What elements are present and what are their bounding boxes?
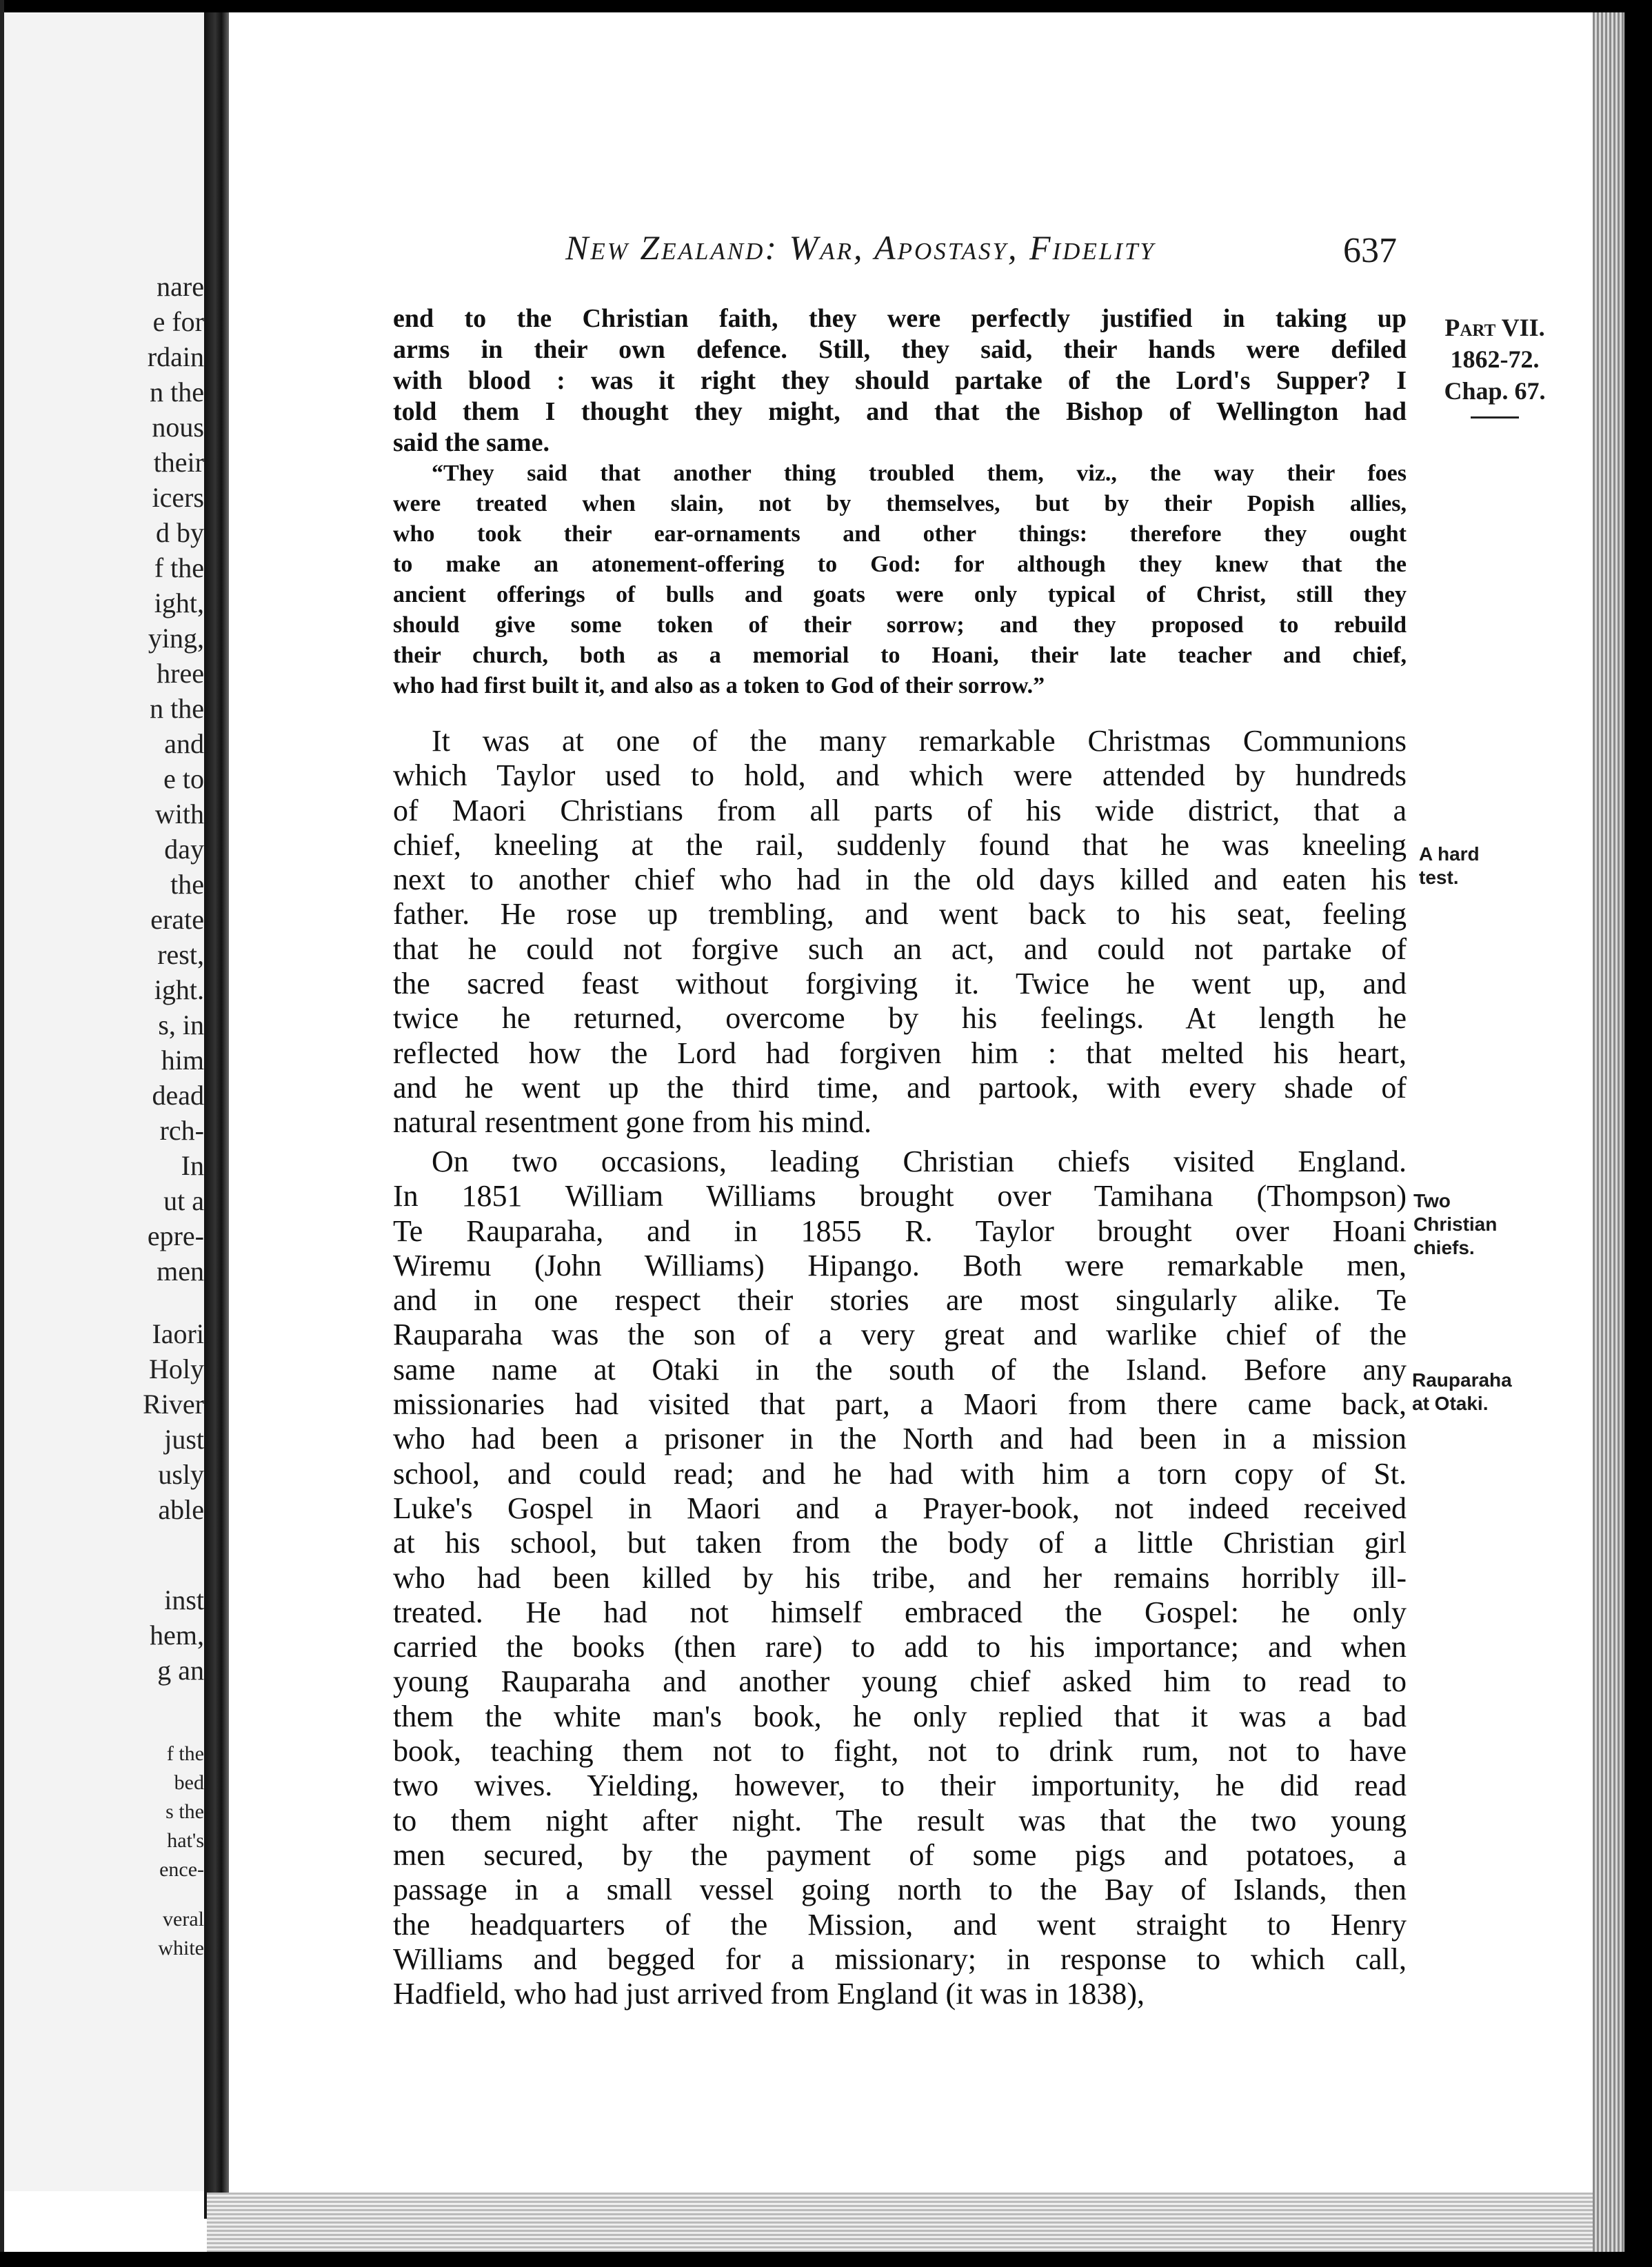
text-line: told them I thought they might, and that the Bishop of Wellington had: [393, 397, 1407, 426]
scan-border-bottom: [0, 2252, 1652, 2267]
text-line: ancient offerings of bulls and goats were only typical of Christ, still they: [393, 582, 1407, 607]
facing-page-line: e to: [163, 763, 204, 794]
text-line: On two occasions, leading Christian chiefs visited England.: [432, 1145, 1407, 1178]
margin-raup-line: Rauparaha: [1412, 1369, 1512, 1391]
facing-page-line: [80, 1555, 204, 1582]
facing-page-line: hree: [157, 658, 204, 689]
facing-page-line: [80, 1884, 204, 1905]
text-line: arms in their own defence. Still, they said, their hands were defiled: [393, 335, 1407, 364]
margin-note-hard-test: [1419, 843, 1584, 889]
text-line: that he could not forgive such an act, and could not partake of: [393, 931, 1407, 966]
page-stack-right: [1593, 12, 1624, 2252]
facing-page-line: Holy: [149, 1353, 204, 1384]
text-line: and he went up the third time, and partook, with every shade of: [393, 1070, 1407, 1105]
page-number: 637: [1343, 231, 1397, 270]
margin-part-label: Part VII.: [1444, 314, 1545, 341]
facing-page-line: Iaori: [152, 1318, 204, 1349]
facing-page-line: e for: [152, 306, 204, 337]
facing-page-line: [80, 1527, 204, 1555]
margin-raup-line: at Otaki.: [1412, 1393, 1489, 1414]
text-line: treated. He had not himself embraced the Gospel: he only: [393, 1595, 1407, 1629]
paragraph-communion: [393, 724, 1407, 1140]
facing-page-line: [80, 1289, 204, 1316]
text-line: chief, kneeling at the rail, suddenly found that he was kneeling: [393, 827, 1407, 862]
facing-page-line: In: [181, 1150, 204, 1181]
text-line: It was at one of the many remarkable Christmas Communions: [432, 724, 1407, 758]
facing-page-line: erate: [150, 904, 204, 935]
quote-second: [393, 459, 1407, 701]
facing-page-line: rest,: [157, 939, 204, 970]
text-line: who took their ear-ornaments and other things: therefore they ought: [393, 521, 1407, 547]
text-line: Hadfield, who had just arrived from England (it was in 1838),: [393, 1977, 1145, 2011]
text-line: same name at Otaki in the south of the Island. Before any: [393, 1352, 1407, 1387]
facing-page-line: their: [153, 447, 204, 478]
facing-page-line: ight,: [154, 587, 204, 618]
text-line: who had first built it, and also as a token to God of their sorrow.”: [393, 673, 1045, 698]
facing-page-line: usly: [158, 1459, 204, 1490]
facing-page-line: bed: [174, 1771, 204, 1794]
text-line: reflected how the Lord had forgiven him : that melted his heart,: [393, 1036, 1407, 1070]
margin-two-line: Christian: [1413, 1213, 1498, 1235]
facing-page-line: ying,: [148, 623, 204, 654]
text-line: school, and could read; and he had with him a torn copy of St.: [393, 1456, 1407, 1491]
facing-page-line: f the: [154, 552, 204, 583]
facing-page-line: him: [161, 1045, 204, 1076]
text-line: Wiremu (John Williams) Hipango. Both were remarkable men,: [393, 1248, 1407, 1282]
facing-page-line: hat's: [167, 1829, 204, 1852]
margin-hard-line: test.: [1419, 867, 1459, 888]
text-line: Rauparaha was the son of a very great and warlike chief of the: [393, 1318, 1407, 1352]
facing-page-line: nous: [152, 412, 204, 443]
text-line: said the same.: [393, 428, 550, 457]
scan-border-top: [0, 0, 1652, 12]
facing-page-line: just: [164, 1424, 204, 1455]
text-line: “They said that another thing troubled them, viz., the way their foes: [432, 461, 1407, 486]
facing-page-line: n the: [150, 693, 204, 724]
text-line: which Taylor used to hold, and which were attended by hundreds: [393, 758, 1407, 793]
text-line: twice he returned, overcome by his feelings. At length he: [393, 1001, 1407, 1036]
text-line: book, teaching them not to fight, not to drink rum, not to have: [393, 1734, 1407, 1769]
facing-page-footnote: [80, 1740, 204, 1963]
text-line: Williams and begged for a missionary; in response to which call,: [393, 1942, 1407, 1976]
facing-page-line: day: [164, 834, 204, 865]
facing-page-line: the: [170, 869, 204, 900]
text-line: Te Rauparaha, and in 1855 R. Taylor brought over Hoani: [393, 1213, 1407, 1248]
text-line: their church, both as a memorial to Hoani, their late teacher and chief,: [393, 643, 1407, 668]
facing-page-line: rdain: [147, 341, 204, 372]
paragraph-chiefs-visit: [393, 1145, 1407, 2011]
margin-chapter: Chap. 67.: [1444, 377, 1546, 405]
text-line: and in one respect their stories are most singularly alike. Te: [393, 1283, 1407, 1318]
facing-page-line: men: [157, 1256, 204, 1287]
text-line: them the white man's book, he only replied that it was a bad: [393, 1699, 1407, 1733]
facing-page-line: hem,: [150, 1620, 204, 1651]
text-line: missionaries had visited that part, a Maori from there came back,: [393, 1387, 1407, 1422]
facing-page-line: veral: [163, 1908, 204, 1931]
facing-page-line: and: [164, 728, 204, 759]
facing-page-text: [80, 269, 204, 1688]
text-line: of Maori Christians from all parts of his wide district, that a: [393, 793, 1407, 827]
text-line: Luke's Gospel in Maori and a Prayer-book, not indeed received: [393, 1491, 1407, 1525]
facing-page-line: s the: [165, 1800, 204, 1823]
margin-two-line: chiefs.: [1413, 1237, 1475, 1258]
facing-page-line: g an: [157, 1655, 204, 1686]
text-line: father. He rose up trembling, and went back to his seat, feeling: [393, 897, 1407, 931]
margin-hard-line: A hard: [1419, 843, 1480, 865]
text-line: next to another chief who had in the old days killed and eaten his: [393, 863, 1407, 897]
text-line: the sacred feast without forgiving it. Twice he went up, and: [393, 967, 1407, 1001]
quote-continued: [393, 303, 1407, 459]
text-line: natural resentment gone from his mind.: [393, 1105, 872, 1140]
scan-border-right: [1624, 0, 1652, 2267]
facing-page-line: ut a: [163, 1185, 204, 1216]
facing-page-line: rch-: [159, 1115, 204, 1146]
facing-page-line: epre-: [147, 1220, 204, 1251]
facing-page-line: dead: [152, 1080, 204, 1111]
facing-page-line: inst: [164, 1584, 204, 1615]
margin-note-part: [1426, 312, 1564, 419]
margin-years: 1862-72.: [1450, 345, 1540, 373]
facing-page-line: ence-: [159, 1858, 204, 1881]
book-gutter: [204, 12, 229, 2219]
text-line: who had been killed by his tribe, and her remains horribly ill-: [393, 1560, 1407, 1595]
text-line: to them night after night. The result was that the two young: [393, 1803, 1407, 1837]
text-line: at his school, but taken from the body of a little Christian girl: [393, 1526, 1407, 1560]
facing-page-line: white: [158, 1937, 204, 1959]
text-line: should give some token of their sorrow; and they proposed to rebuild: [393, 612, 1407, 638]
text-line: young Rauparaha and another young chief asked him to read to: [393, 1664, 1407, 1699]
margin-note-rauparaha: [1412, 1369, 1578, 1415]
page-stack-bottom: [207, 2193, 1627, 2252]
facing-page-line: able: [158, 1494, 204, 1525]
text-line: the headquarters of the Mission, and went straight to Henry: [393, 1907, 1407, 1942]
facing-page-line: d by: [156, 517, 204, 548]
margin-two-line: Two: [1413, 1190, 1451, 1211]
facing-page-line: with: [154, 798, 204, 829]
text-line: end to the Christian faith, they were perfectly justified in taking up: [393, 304, 1407, 333]
running-head: New Zealand: War, Apostasy, Fidelity: [565, 228, 1156, 267]
facing-page-line: River: [143, 1389, 204, 1420]
text-line: with blood : was it right they should partake of the Lord's Supper? I: [393, 366, 1407, 395]
text-line: carried the books (then rare) to add to his importance; and when: [393, 1630, 1407, 1664]
facing-page-line: f the: [166, 1742, 204, 1765]
text-line: who had been a prisoner in the North and had been in a mission: [393, 1422, 1407, 1456]
margin-note-two-chiefs: [1413, 1189, 1579, 1260]
margin-rule: [1471, 416, 1519, 419]
facing-page-line: nare: [157, 271, 204, 302]
facing-page: [4, 12, 204, 2191]
facing-page-line: n the: [150, 376, 204, 407]
text-line: passage in a small vessel going north to the Bay of Islands, then: [393, 1873, 1407, 1907]
text-line: to make an atonement-offering to God: for although they knew that the: [393, 552, 1407, 577]
text-line: In 1851 William Williams brought over Tamihana (Thompson): [393, 1179, 1407, 1213]
facing-page-line: icers: [152, 482, 204, 513]
text-line: two wives. Yielding, however, to their importunity, he did read: [393, 1769, 1407, 1803]
text-line: were treated when slain, not by themselves, but by their Popish allies,: [393, 491, 1407, 516]
facing-page-line: ight.: [154, 974, 204, 1005]
facing-page-line: s, in: [158, 1009, 204, 1040]
text-line: men secured, by the payment of some pigs and potatoes, a: [393, 1837, 1407, 1872]
